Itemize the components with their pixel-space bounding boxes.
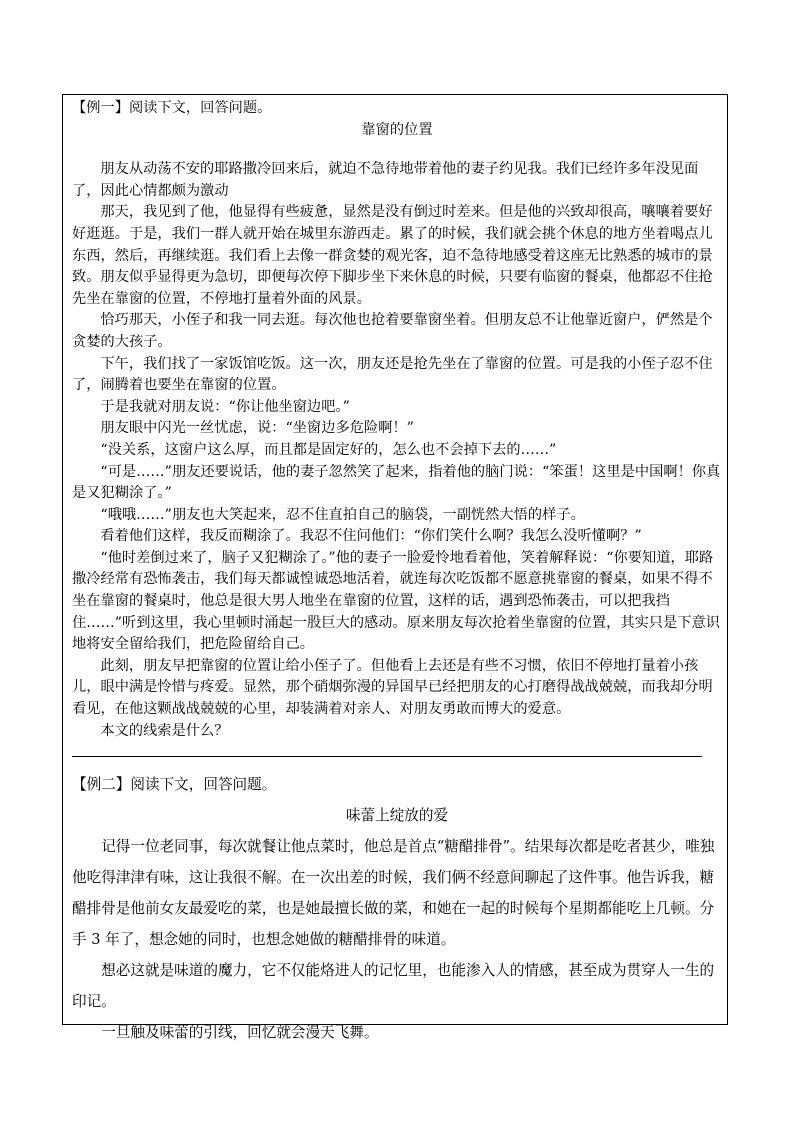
paragraph: 于是我就对朋友说：“你让他坐窗边吧。” (100, 398, 350, 415)
paragraph: “没关系，这窗户这么厚，而且都是固定好的，怎么也不会掉下去的……” (100, 441, 557, 458)
blank-line (72, 141, 722, 159)
paragraph: 朋友眼中闪光一丝忧虑，说：“坐窗边多危险啊！” (100, 420, 414, 437)
paragraph: 想必这就是味道的魔力，它不仅能烙进人的记忆里，也能渗入人的情感，甚至成为贯穿人一生的印记。 (72, 962, 715, 1011)
example-one-section (72, 98, 722, 742)
paragraph: 那天，我见到了他，他显得有些疲惫，显然是没有倒过时差来。但是他的兴致却很高，嚷嚷着要好好逛逛。于是，我们一群人就开始在城里东游西走。累了的时候，我们就会挑个休息的地方坐着喝点儿东西，然后，再继续逛。我们看上去像一群贪婪的观光客，迫不急待地感受着这座无比熟悉的城市的景致。朋友似乎显得更为急切，即便每次停下脚步坐下来休息的时候，只要有临窗的餐桌，他都忍不住抢先坐在靠窗的位置，不停地打量着外面的风景。 (72, 204, 713, 307)
paragraph: “哦哦……”朋友也大笑起来，忍不住直拍自己的脑袋，一副恍然大悟的样子。 (100, 506, 585, 523)
example-two-section (72, 769, 722, 1048)
paragraph: 此刻，朋友早把靠窗的位置让给小侄子了。但他看上去还是有些不习惯，依旧不停地打量着小孩儿，眼中满是怜惜与疼爱。显然，那个硝烟弥漫的异国早已经把朋友的心打磨得战战兢兢，而我却分明看见，在他这颗战战兢兢的心里，却装满着对亲人、对朋友勇敢而博大的爱意。 (72, 657, 713, 718)
paragraph: 看着他们这样，我反而糊涂了。我忍不住问他们：“你们笑什么啊？我怎么没听懂啊？” (100, 528, 642, 545)
example-two-heading: 【例二】阅读下文，回答问题。 (72, 776, 277, 794)
example-one-heading: 【例一】阅读下文，回答问题。 (72, 100, 272, 116)
paragraph: 朋友从动荡不安的耶路撒冷回来后，就迫不急待地带着他的妻子约见我。我们已经许多年没见面了，因此心情都颇为激动 (72, 161, 699, 199)
section-divider (72, 756, 702, 757)
question: 本文的线索是什么？ (100, 722, 229, 739)
paragraph: 下午，我们找了一家饭馆吃饭。这一次，朋友还是抢先坐在了靠窗的位置。可是我的小侄子忍不住了，闹腾着也要坐在靠窗的位置。 (72, 355, 713, 394)
example-one-title: 靠窗的位置 (361, 121, 433, 138)
example-two-title: 味蕾上绽放的爱 (345, 807, 449, 825)
paragraph: 记得一位老同事，每次就餐让他点菜时，他总是首点“糖醋排骨”。结果每次都是吃者甚少，唯独他吃得津津有味，这让我很不解。在一次出差的时候，我们俩不经意间聊起了这件事。他告诉我，糖醋排骨是他前女友最爱吃的菜，也是她最擅长做的菜，和她在一起的时候每个星期都能吃上几顿。分手 3 年了，想念她的同时，也想念她做的糖醋排骨的味道。 (72, 838, 715, 949)
paragraph: “他时差倒过来了，脑子又犯糊涂了。”他的妻子一脸爱怜地看着他，笑着解释说：“你要知道，耶路撒冷经常有恐怖袭击，我们每天都诚惶诚恐地活着，就连每次吃饭都不愿意挑靠窗的餐桌，如果不得不坐在靠窗的餐桌时，他总是很大男人地坐在靠窗的位置，这样的话，遇到恐怖袭击，可以把我挡住……”听到这里，我心里顿时涌起一股巨大的感动。原来朋友每次抢着坐靠窗的位置，其实只是下意识地将安全留给我们，把危险留给自己。 (72, 549, 720, 653)
paragraph: 恰巧那天，小侄子和我一同去逛。每次他也抢着要靠窗坐着。但朋友总不让他靠近窗户，俨然是个贪婪的大孩子。 (72, 312, 713, 350)
paragraph: 一旦触及味蕾的引线，回忆就会漫天飞舞。 (101, 1024, 379, 1042)
paragraph: “可是……”朋友还要说话，他的妻子忽然笑了起来，指着他的脑门说：“笨蛋！这里是中国啊！你真是又犯糊涂了。” (72, 463, 721, 502)
document-body (72, 98, 722, 1048)
